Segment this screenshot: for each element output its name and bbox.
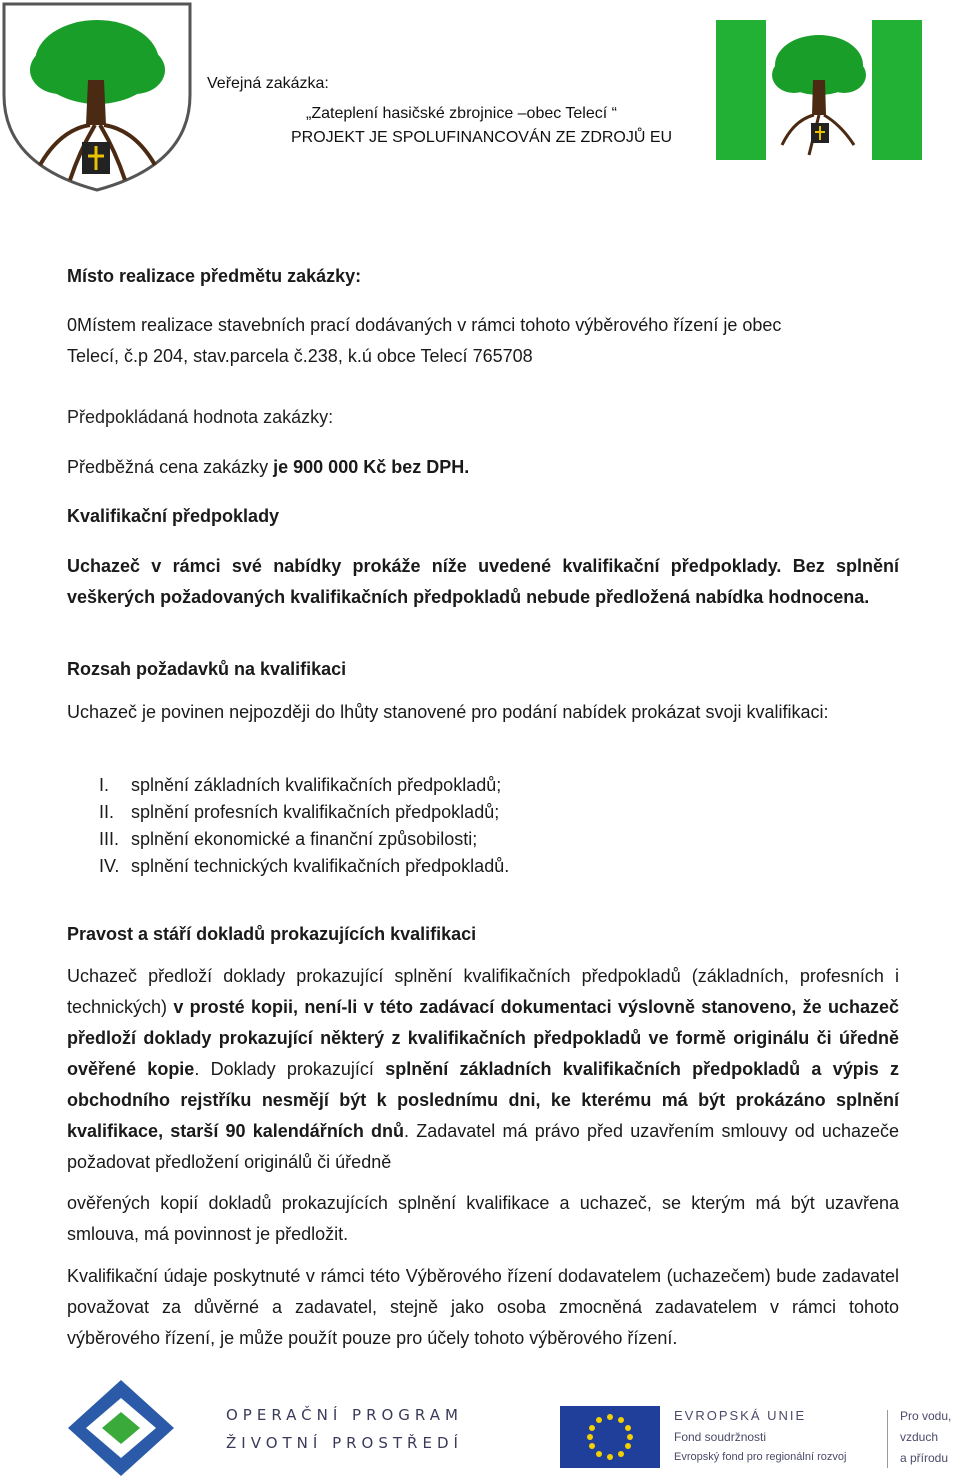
value-text-prefix: Předběžná cena zakázky <box>67 457 269 477</box>
scope-text: Uchazeč je povinen nejpozději do lhůty stanovené pro podání nabídek prokázat svoji kvalifikaci: <box>67 702 829 722</box>
list-item-text: splnění technických kvalifikačních předpokladů. <box>131 856 510 876</box>
motto-line1: Pro vodu, <box>900 1409 952 1423</box>
value-heading: Předpokládaná hodnota zakázky: <box>67 407 334 427</box>
list-item-number: I. <box>99 775 110 795</box>
list-item <box>67 772 509 799</box>
value-text-amount: je 900 000 Kč bez DPH. <box>273 457 470 477</box>
qualification-text: Uchazeč v rámci své nabídky prokáže níže uvedené kvalifikační předpoklady. Bez splnění veškerých požadovaných kvalifikačních předpokladů nebude předložená nabídka hodnocena. <box>67 556 899 607</box>
validity-text-c: . Doklady prokazující <box>194 1059 374 1079</box>
list-item <box>67 799 509 826</box>
list-item-text: splnění profesních kvalifikačních předpokladů; <box>131 802 500 822</box>
list-item-number: II. <box>99 802 115 822</box>
coat-of-arms-logo <box>0 0 195 192</box>
value-text <box>67 452 899 483</box>
validity-text-e: . Zadavatel má právo před uzavřením smlouvy od uchazeče požadovat předložení originálů či úředně <box>67 1121 899 1172</box>
list-item-number: IV. <box>99 856 120 876</box>
opzp-line1: OPERAČNÍ PROGRAM <box>226 1406 463 1424</box>
funding-note: PROJEKT JE SPOLUFINANCOVÁN ZE ZDROJŮ EU <box>291 129 673 146</box>
location-heading: Místo realizace předmětu zakázky: <box>67 266 362 286</box>
validity-text-a: Uchazeč předloží doklady prokazující splnění kvalifikačních předpokladů (základních, profesních i technických) <box>67 966 899 1017</box>
list-item-number: III. <box>99 829 120 849</box>
location-text-line1: 0Místem realizace stavebních prací dodávaných v rámci tohoto výběrového řízení je obec <box>67 315 782 335</box>
footer-divider <box>887 1410 888 1468</box>
qualification-heading: Kvalifikační předpoklady <box>67 506 280 526</box>
validity-text-b: v prosté kopii, není-li v této zadávací dokumentaci výslovně stanoveno, že uchazeč předloží doklady prokazující některý z kvalifikačních předpokladů ve formě originálu či úředně ověřené kopie <box>67 997 899 1079</box>
scope-heading: Rozsah požadavků na kvalifikaci <box>67 659 347 679</box>
eu-flag-logo <box>560 1406 660 1468</box>
validity-text-d: splnění základních kvalifikačních předpokladů a výpis z obchodního rejstříku nesmějí být k poslednímu dni, ke kterému má být prokázáno splnění kvalifikace, starší 90 kalendářních dnů <box>67 1059 899 1141</box>
validity-paragraph <box>67 961 899 1178</box>
location-text-line2: Telecí, č.p 204, stav.parcela č.238, k.ú obce Telecí 765708 <box>67 346 533 366</box>
eu-line1: EVROPSKÁ UNIE <box>674 1408 807 1423</box>
motto-line3: a přírodu <box>900 1451 949 1465</box>
eu-line2: Fond soudržnosti <box>674 1430 767 1444</box>
motto-line2: vzduch <box>900 1430 939 1444</box>
municipal-flag-logo <box>716 20 922 160</box>
list-item <box>67 853 509 880</box>
header-label: Veřejná zakázka: <box>207 75 329 92</box>
validity-heading: Pravost a stáří dokladů prokazujících kvalifikaci <box>67 924 477 944</box>
list-item-text: splnění ekonomické a finanční způsobilosti; <box>131 829 478 849</box>
validity-paragraph-2: ověřených kopií dokladů prokazujících splnění kvalifikace a uchazeč, se kterým má být uzavřena smlouva, má povinnost je předložit. <box>67 1193 899 1244</box>
opzp-line2: ŽIVOTNÍ PROSTŘEDÍ <box>226 1434 463 1452</box>
confidential-paragraph: Kvalifikační údaje poskytnuté v rámci této Výběrového řízení dodavatelem (uchazečem) bude zadavatel považovat za důvěrné a zadavatel, stejně jako osoba zmocněná zadavatelem v rámci tohoto výběrového řízení, je může použít pouze pro účely tohoto výběrového řízení. <box>67 1266 899 1348</box>
list-item <box>67 826 509 853</box>
eu-line3: Evropský fond pro regionální rozvoj <box>674 1451 847 1463</box>
list-item-text: splnění základních kvalifikačních předpokladů; <box>131 775 502 795</box>
requirements-list <box>67 772 509 880</box>
project-title: „Zateplení hasičské zbrojnice –obec Telecí “ <box>306 105 617 122</box>
opzp-logo <box>66 1378 176 1478</box>
